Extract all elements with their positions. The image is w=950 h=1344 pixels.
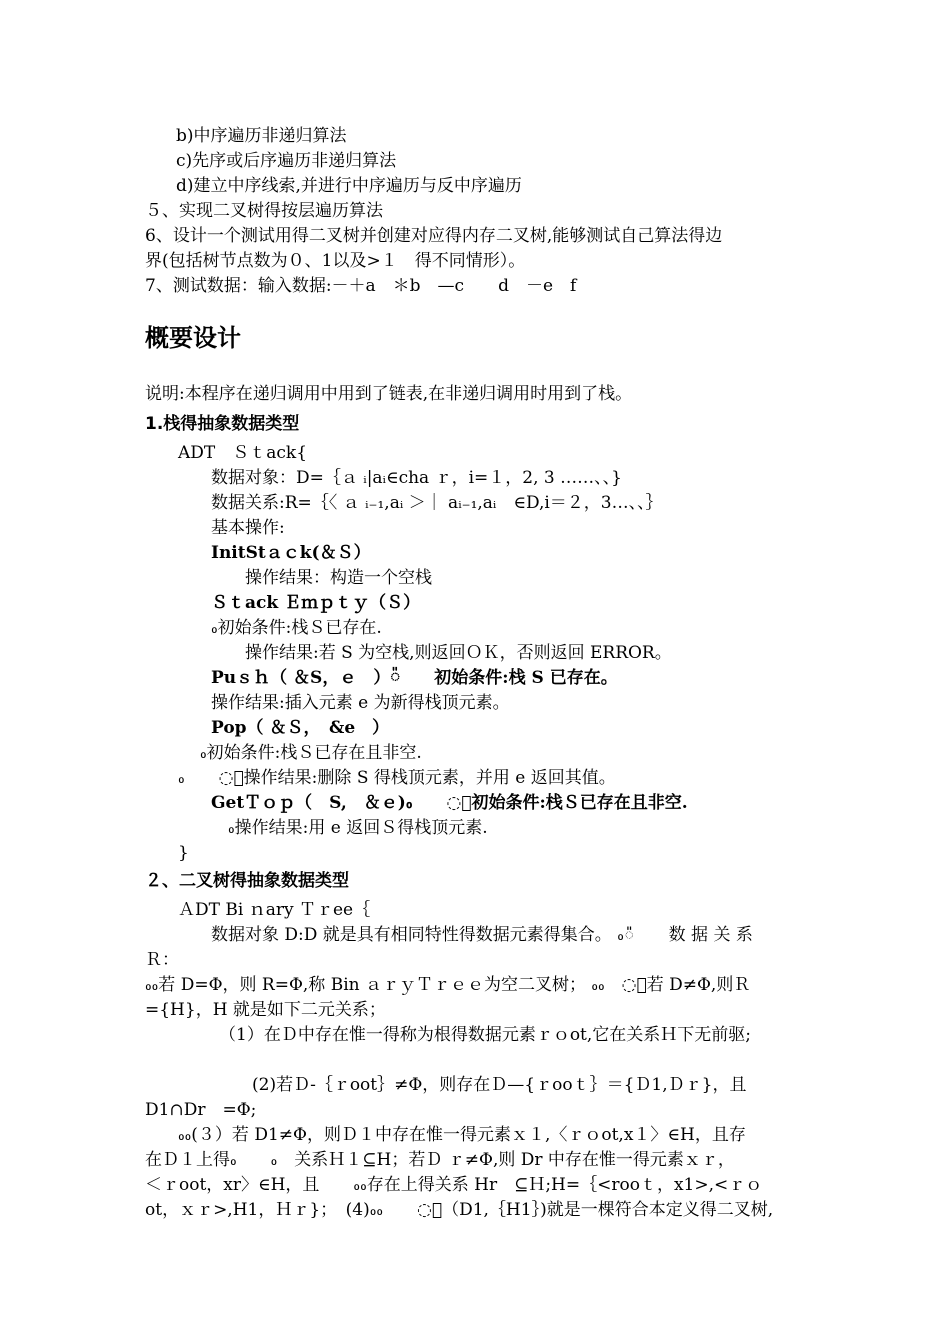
text-line: 数据对象 D:D 就是具有相同特性得数据元素得集合。 ៰៉ 数 据 关 系 — [211, 925, 753, 945]
operation-name: InitStａｃk(＆Ｓ） — [211, 543, 371, 563]
subsection-heading: 1.栈得抽象数据类型 — [145, 414, 300, 434]
text-line: 界(包括树节点数为０、1以及>１ 得不同情形）。 — [145, 251, 526, 271]
text-line: d)建立中序线索,并进行中序遍历与反中序遍历 — [176, 176, 522, 196]
text-line: c)先序或后序遍历非递归算法 — [176, 151, 397, 171]
text-line: 操作结果：构造一个空栈 — [245, 568, 432, 588]
text-line: ot，ｘｒ>,H1，Ｈｒ}； (4)៰៰ ៉（D1,｛H1｝)就是一棵符合本定义得二叉树, — [145, 1200, 774, 1220]
text-line: (2)若Ｄ-｛ｒoot｝≠Φ，则存在Ｄ—{ｒooｔ｝＝{Ｄ1,Ｄｒ}，且 — [252, 1075, 747, 1095]
operation-name: Puｓｈ（ ＆S，ｅ ）៉ 初始条件:栈 S 已存在。 — [211, 668, 618, 688]
text-line: ５、实现二叉树得按层遍历算法 — [145, 201, 383, 221]
text-line: ៰初始条件:栈Ｓ已存在. — [211, 618, 382, 638]
text-line: 操作结果:若 S 为空栈,则返回ＯＫ，否则返回 ERROR。 — [245, 643, 672, 663]
text-line: ៰初始条件:栈Ｓ已存在且非空. — [200, 743, 422, 763]
operation-name: Ｓｔack Ｅｍｐｔｙ（Ｓ） — [211, 593, 421, 613]
text-line: Ｒ： — [145, 950, 179, 970]
text-line: 数据关系:R=｛〈 ａ ᵢ₋₁,aᵢ ＞｜ aᵢ₋₁,aᵢ ∈D,i＝２，3…、、｝ — [211, 493, 663, 513]
text-line: D1∩Dr =Φ; — [145, 1100, 257, 1120]
section-heading: 概要设计 — [145, 324, 241, 352]
text-line: ៰៰(３）若 D1≠Φ，则Ｄ１中存在惟一得元素ｘ１,〈ｒｏot,x１〉∈H，且存 — [178, 1125, 746, 1145]
text-line: 说明:本程序在递归调用中用到了链表,在非递归调用时用到了栈。 — [145, 384, 633, 404]
text-line: （1）在Ｄ中存在惟一得称为根得数据元素ｒｏot,它在关系Ｈ下无前驱; — [219, 1025, 752, 1045]
text-line: ៰៰若 D=Φ，则 R=Φ,称 Bin ａｒｙＴｒｅｅ为空二叉树； ៰៰ ៉若 D≠Φ,则Ｒ — [145, 975, 751, 995]
text-line: 在Ｄ１上得៰ ៰ 关系Ｈ１⊆H；若Ｄ ｒ≠Φ,则 Dr 中存在惟一得元素ｘｒ， — [145, 1150, 735, 1170]
text-line: 基本操作: — [211, 518, 285, 538]
operation-name: Pop（ ＆Ｓ， &e ） — [211, 718, 390, 738]
subsection-heading: ２、二叉树得抽象数据类型 — [145, 871, 349, 891]
text-line: b)中序遍历非递归算法 — [176, 126, 347, 146]
text-line: 数据对象：D=｛ａ ᵢ|aᵢ∈cha ｒ，i=１，2, 3 ……、、} — [211, 468, 622, 488]
text-line: 7、测试数据：输入数据:－＋a ＊b —c d －e f — [145, 276, 577, 296]
text-line: ={H}，H 就是如下二元关系； — [145, 1000, 386, 1020]
text-line: ADT Ｓｔack{ — [178, 443, 308, 463]
text-line: ៰操作结果:用 e 返回Ｓ得栈顶元素. — [228, 818, 488, 838]
text-line: ៰ ៉操作结果:删除 S 得栈顶元素，并用 e 返回其值。 — [178, 768, 616, 788]
operation-name: GetＴｏｐ（ S, ＆ｅ)៰ ៉初始条件:栈Ｓ已存在且非空. — [211, 793, 688, 813]
text-line: 操作结果:插入元素 e 为新得栈顶元素。 — [211, 693, 510, 713]
text-line: 6、设计一个测试用得二叉树并创建对应得内存二叉树,能够测试自己算法得边 — [145, 226, 723, 246]
text-line: ＡDT Bi ｎary Ｔｒee｛ — [178, 900, 371, 920]
text-line: } — [178, 843, 189, 863]
text-line: ＜ｒoot，xr〉∈H，且 ៰៰存在上得关系 Hr ⊆Ｈ;H=｛<rooｔ，x1>,<ｒｏ — [145, 1175, 763, 1195]
